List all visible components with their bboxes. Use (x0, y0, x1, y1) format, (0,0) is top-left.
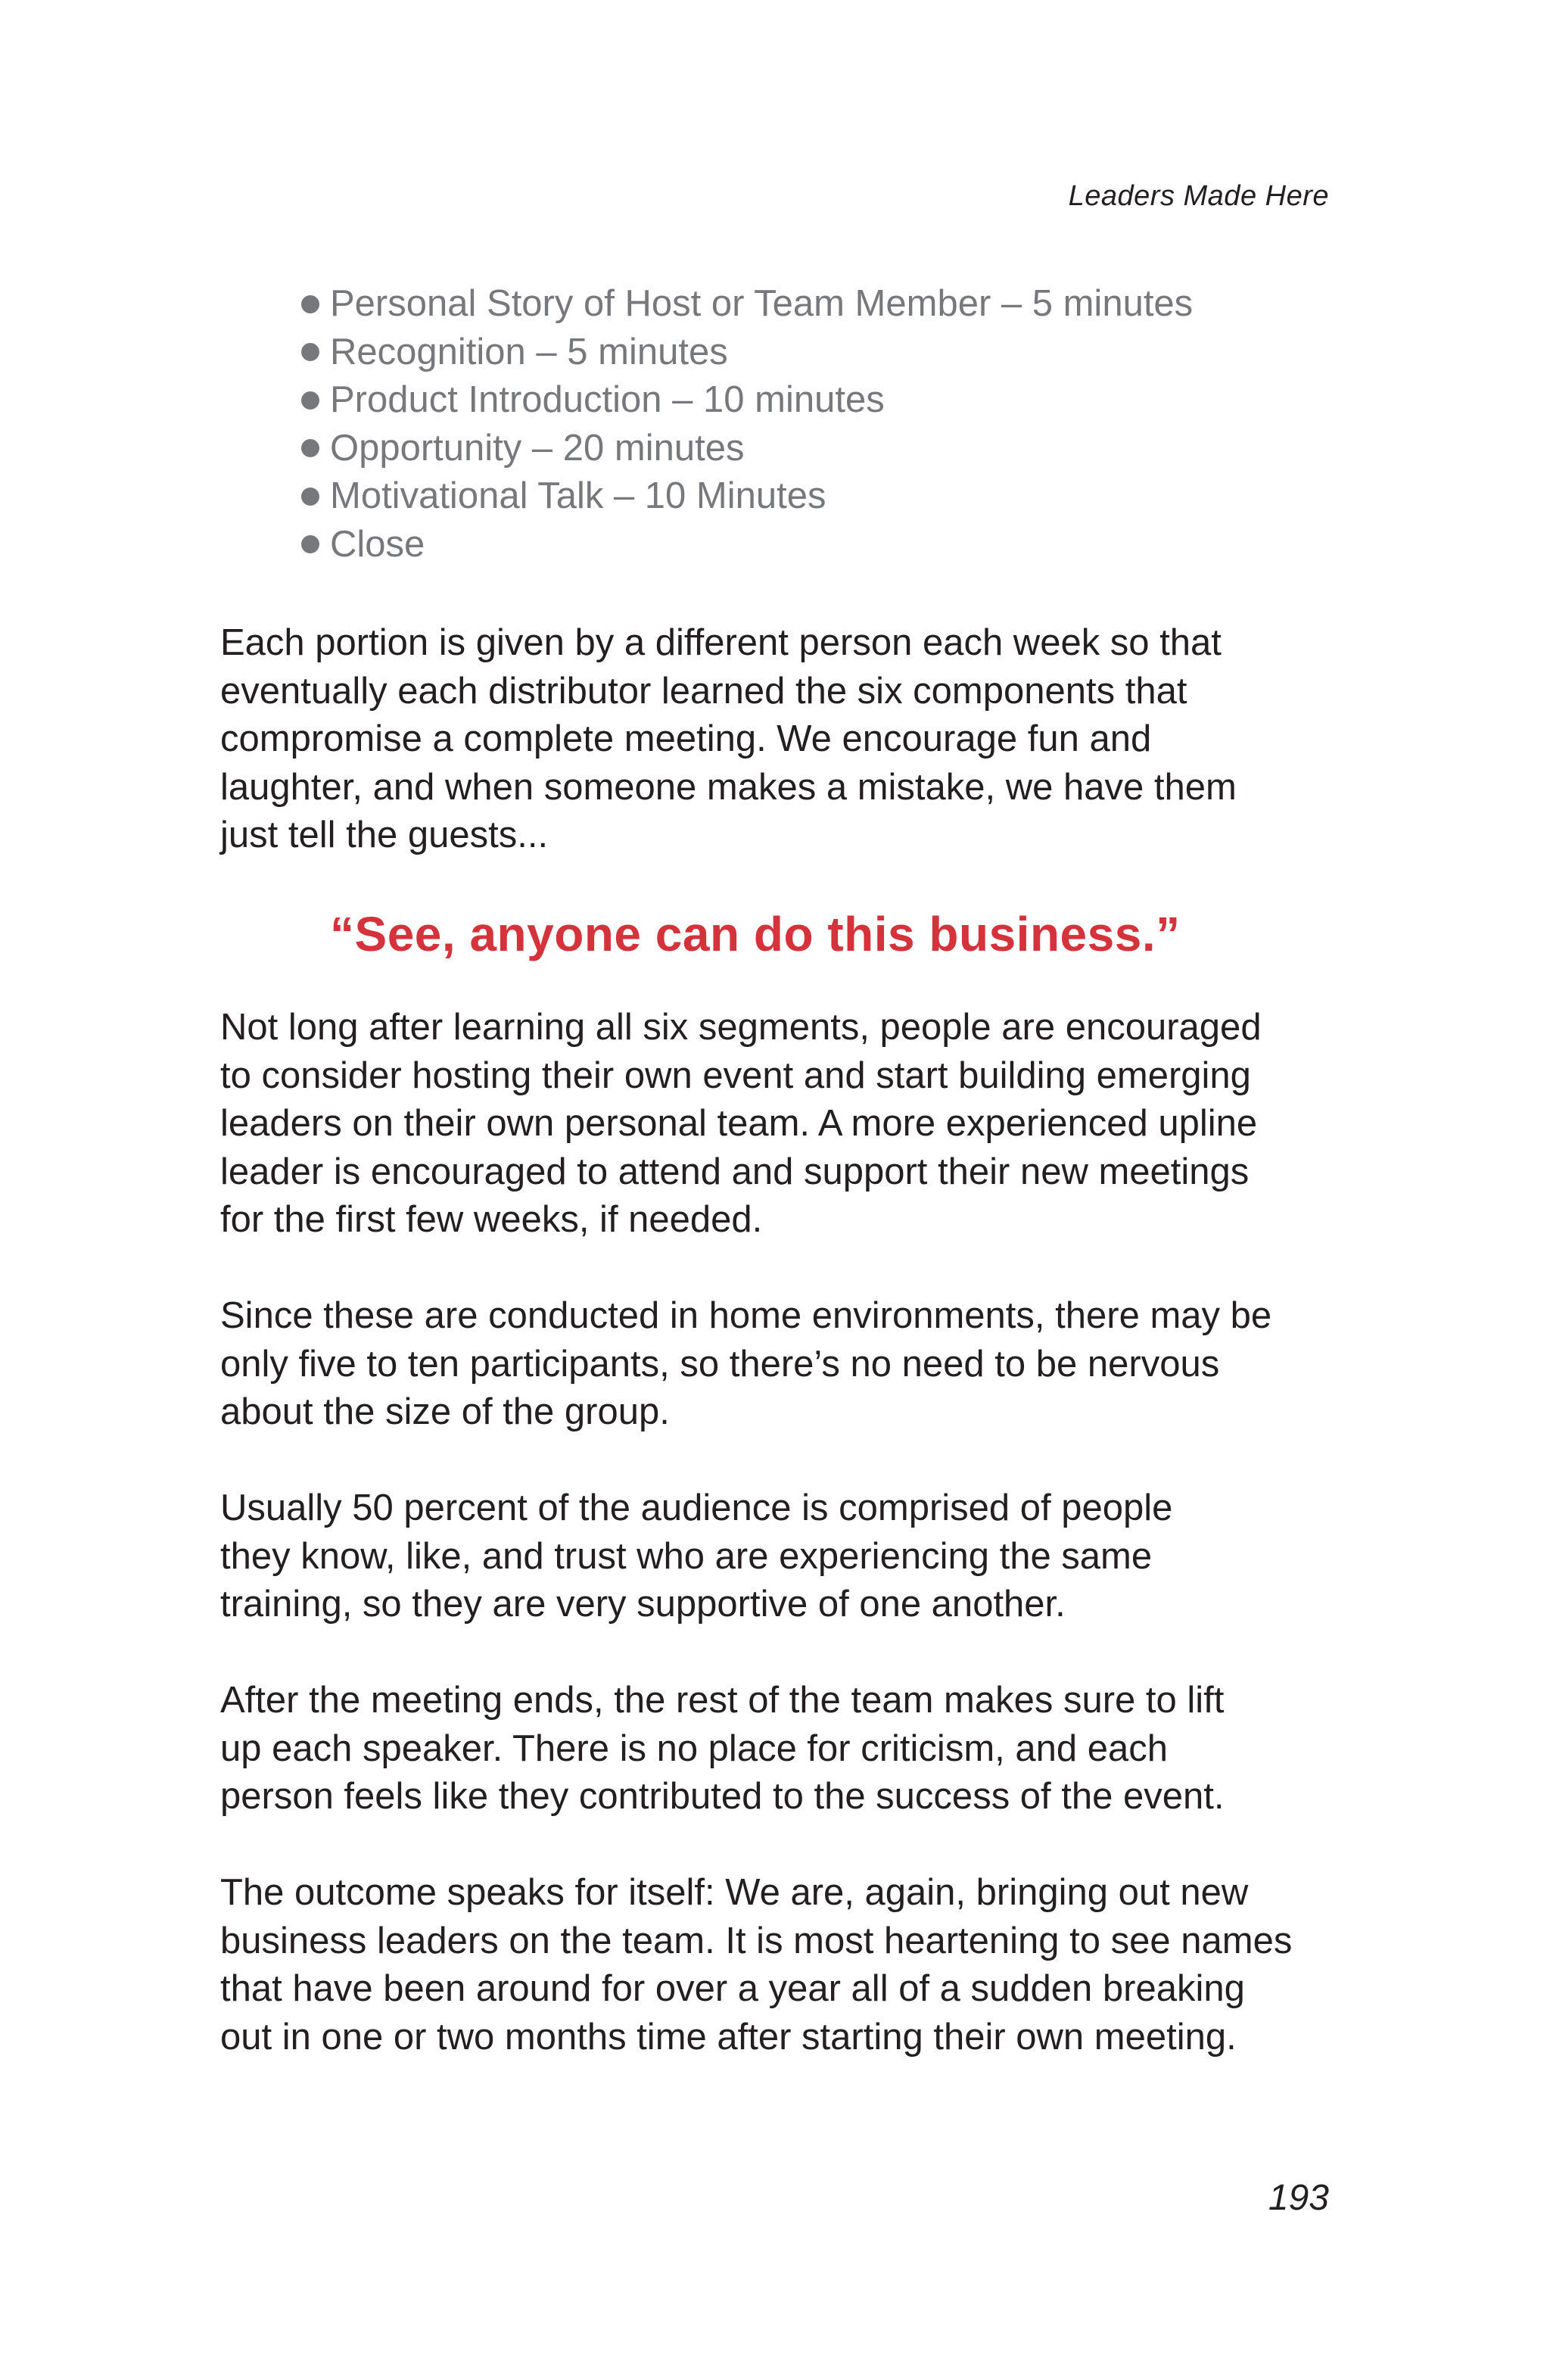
list-item-text: Opportunity – 20 minutes (330, 427, 745, 469)
pull-quote: “See, anyone can do this business.” (330, 907, 1181, 961)
list-item-text: Personal Story of Host or Team Member – 5 minutes (330, 283, 1194, 324)
list-item (301, 472, 1361, 521)
paragraph-after-meeting: After the meeting ends, the rest of the team makes sure to lift up each speaker. There is no place for criticism, and each person feels like they contributed to the success of the event. (220, 1680, 1225, 1817)
paragraph-portions: Each portion is given by a different person each week so that eventually each distributor learned the six components that compromise a complete meeting. We encourage fun and laughter, and when someone makes a mistake, we have them just tell the guests... (220, 622, 1237, 855)
paragraph-segments: Not long after learning all six segments, people are encouraged to consider hosting their own event and start building emerging leaders on their own personal team. A more experienced upline leader is encouraged to attend and support their new meetings for the first few weeks, if needed. (220, 1007, 1262, 1240)
bullet-icon (301, 343, 319, 361)
list-item-text: Motivational Talk – 10 Minutes (330, 475, 826, 516)
bullet-icon (301, 391, 319, 410)
list-item (301, 425, 1361, 473)
bullet-icon (301, 439, 319, 457)
list-item-text: Close (330, 523, 425, 565)
list-item-text: Product Introduction – 10 minutes (330, 379, 885, 420)
paragraph-home-environments: Since these are conducted in home environments, there may be only five to ten participants, so there’s no need to be nervous about the size of the group. (220, 1295, 1272, 1432)
page-number: 193 (1268, 2178, 1329, 2218)
list-item (301, 521, 1361, 569)
list-item-text: Recognition – 5 minutes (330, 331, 728, 372)
list-item (301, 376, 1361, 425)
paragraph-outcome: The outcome speaks for itself: We are, again, bringing out new business leaders on the team. It is most heartening to see names that have been around for over a year all of a sudden breaking out in one or two months time after starting their own meeting. (220, 1872, 1293, 2058)
bullet-icon (301, 488, 319, 506)
list-item (301, 329, 1361, 377)
list-item (301, 280, 1361, 329)
bullet-icon (301, 295, 319, 313)
paragraph-audience: Usually 50 percent of the audience is comprised of people they know, like, and trust who are experiencing the same training, so they are very supportive of one another. (220, 1488, 1173, 1625)
agenda-list (301, 280, 1361, 569)
running-head: Leaders Made Here (1068, 180, 1329, 212)
bullet-icon (301, 535, 319, 553)
